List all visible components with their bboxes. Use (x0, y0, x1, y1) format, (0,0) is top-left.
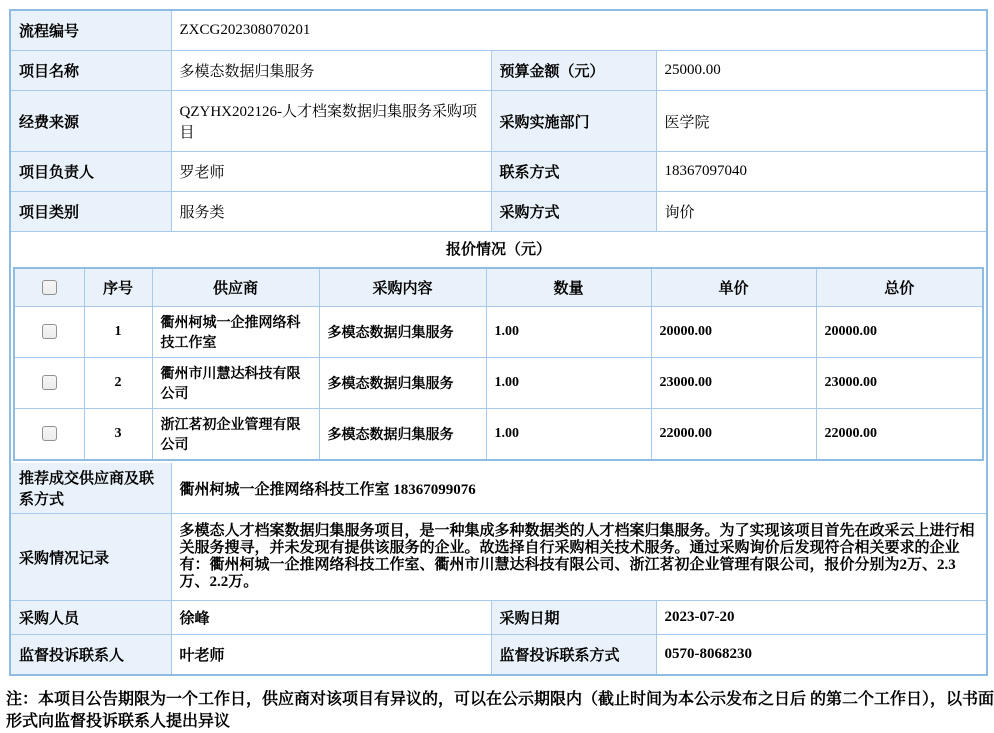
purchase-date-label: 采购日期 (491, 601, 656, 635)
supplier-no: 3 (84, 409, 152, 461)
quote-header-row (14, 268, 983, 307)
supervisor-contact-value: 叶老师 (171, 635, 491, 676)
footer-note: 注：本项目公告期限为一个工作日，供应商对该项目有异议的，可以在公示期限内（截止时间为本公示发布之日后 的第二个工作日），以书面形式向监督投诉联系人提出异议 (6, 691, 994, 730)
col-header-qty: 数量 (486, 268, 651, 307)
supplier-qty: 1.00 (486, 358, 651, 409)
row-supervision (10, 635, 987, 676)
row-buyer (10, 601, 987, 635)
quote-table-row (10, 265, 987, 463)
funding-source-value: QZYHX202126-人才档案数据归集服务采购项目 (171, 91, 491, 152)
supplier-row-checkbox[interactable] (42, 324, 57, 339)
purchase-date-value: 2023-07-20 (656, 601, 987, 635)
supplier-row (14, 409, 983, 461)
row-project-name (10, 51, 987, 91)
supplier-name: 浙江茗初企业管理有限公司 (152, 409, 319, 461)
row-procurement-record (10, 514, 987, 601)
supplier-total-price: 23000.00 (816, 358, 983, 409)
col-header-unit-price: 单价 (651, 268, 816, 307)
row-process-number (10, 10, 987, 51)
supplier-name: 衢州柯城一企推网络科技工作室 (152, 307, 319, 358)
col-header-content: 采购内容 (319, 268, 486, 307)
supplier-qty: 1.00 (486, 409, 651, 461)
supplier-no: 1 (84, 307, 152, 358)
supplier-row (14, 307, 983, 358)
department-value: 医学院 (656, 91, 987, 152)
col-header-supplier: 供应商 (152, 268, 319, 307)
row-select-cell (14, 307, 84, 358)
recommended-supplier-value: 衢州柯城一企推网络科技工作室 18367099076 (171, 463, 987, 514)
supplier-unit-price: 23000.00 (651, 358, 816, 409)
procurement-method-value: 询价 (656, 192, 987, 232)
supplier-row-checkbox[interactable] (42, 375, 57, 390)
buyer-label: 采购人员 (10, 601, 171, 635)
procurement-form-table (9, 9, 988, 676)
buyer-value: 徐峰 (171, 601, 491, 635)
project-leader-value: 罗老师 (171, 152, 491, 192)
quote-section-banner-row (10, 232, 987, 266)
supervisor-contact-label: 监督投诉联系人 (10, 635, 171, 676)
procurement-record-label: 采购情况记录 (10, 514, 171, 601)
procurement-method-label: 采购方式 (491, 192, 656, 232)
supplier-row-checkbox[interactable] (42, 426, 57, 441)
row-project-category (10, 192, 987, 232)
project-category-value: 服务类 (171, 192, 491, 232)
process-number-label: 流程编号 (10, 10, 171, 51)
project-name-label: 项目名称 (10, 51, 171, 91)
supplier-no: 2 (84, 358, 152, 409)
supplier-unit-price: 20000.00 (651, 307, 816, 358)
row-select-cell (14, 358, 84, 409)
recommended-supplier-label: 推荐成交供应商及联系方式 (10, 463, 171, 514)
row-recommended-supplier (10, 463, 987, 514)
supervisor-phone-label: 监督投诉联系方式 (491, 635, 656, 676)
supplier-content: 多模态数据归集服务 (319, 307, 486, 358)
supplier-total-price: 22000.00 (816, 409, 983, 461)
budget-value: 25000.00 (656, 51, 987, 91)
row-project-leader (10, 152, 987, 192)
project-name-value: 多模态数据归集服务 (171, 51, 491, 91)
select-all-checkbox[interactable] (42, 280, 57, 295)
row-funding-source (10, 91, 987, 152)
supplier-content: 多模态数据归集服务 (319, 409, 486, 461)
budget-label: 预算金额（元） (491, 51, 656, 91)
funding-source-label: 经费来源 (10, 91, 171, 152)
select-all-cell (14, 268, 84, 307)
procurement-record-value: 多模态人才档案数据归集服务项目，是一种集成多种数据类的人才档案归集服务。为了实现该项目首先在政采云上进行相关服务搜寻，并未发现有提供该服务的企业。故选择自行采购相关技术服务。通过采购询价后发现符合相关要求的企业有：衢州柯城一企推网络科技工作室、衢州市川慧达科技有限公司、浙江茗初企业管理有限公司，报价分别为2万、2.3万、2.2万。 (171, 514, 987, 601)
supplier-qty: 1.00 (486, 307, 651, 358)
quote-table (13, 267, 984, 461)
supplier-total-price: 20000.00 (816, 307, 983, 358)
col-header-no: 序号 (84, 268, 152, 307)
supplier-unit-price: 22000.00 (651, 409, 816, 461)
row-select-cell (14, 409, 84, 461)
col-header-total-price: 总价 (816, 268, 983, 307)
supplier-content: 多模态数据归集服务 (319, 358, 486, 409)
project-leader-label: 项目负责人 (10, 152, 171, 192)
contact-value: 18367097040 (656, 152, 987, 192)
quote-section-title: 报价情况（元） (10, 232, 987, 266)
supplier-row (14, 358, 983, 409)
process-number-value: ZXCG202308070201 (171, 10, 987, 51)
contact-label: 联系方式 (491, 152, 656, 192)
supplier-name: 衢州市川慧达科技有限公司 (152, 358, 319, 409)
project-category-label: 项目类别 (10, 192, 171, 232)
department-label: 采购实施部门 (491, 91, 656, 152)
supervisor-phone-value: 0570-8068230 (656, 635, 987, 676)
